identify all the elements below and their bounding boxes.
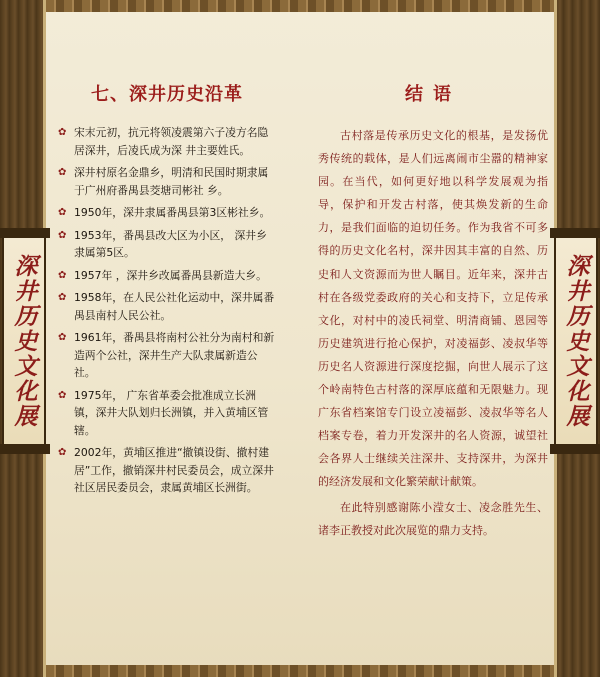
list-item	[58, 329, 276, 382]
list-item	[58, 164, 276, 199]
flower-bullet-icon: ✿	[58, 269, 67, 281]
flower-bullet-icon: ✿	[58, 447, 67, 458]
list-item	[58, 289, 276, 324]
history-title: 七、深井历史沿革	[91, 84, 243, 105]
right-banner-title: 深井历史文化展	[562, 253, 590, 429]
list-item	[58, 267, 276, 285]
history-item-text: 宋末元初，抗元将领凌震第六子凌方名隐居深井，后凌氏成为深 井主要姓氏。	[74, 126, 269, 157]
history-item-text: 2002年，黄埔区推进“撤镇设街、撤村建居”工作，撤销深井村民委员会，成立深井社区居民委员会，隶属黄埔区长洲街。	[74, 446, 274, 494]
flower-bullet-icon: ✿	[58, 389, 67, 401]
history-item-text: 1961年，番禺县将南村公社分为南村和新造两个公社，深井生产大队隶属新造公社。	[74, 331, 275, 379]
history-item-text: 深井村原名金鼎乡，明清和民国时期隶属于广州府番禺县茭塘司彬社 乡。	[74, 166, 269, 197]
conclusion-title: 结语	[405, 84, 461, 105]
flower-bullet-icon: ✿	[58, 127, 67, 138]
top-pattern-band	[46, 0, 554, 12]
left-banner-title: 深井历史文化展	[10, 253, 38, 429]
list-item	[58, 204, 276, 222]
list-item	[58, 387, 276, 440]
flower-bullet-icon: ✿	[58, 229, 67, 241]
history-item-text: 1958年，在人民公社化运动中，深井属番禺县南村人民公社。	[74, 291, 275, 322]
right-exhibition-banner	[554, 236, 598, 446]
left-exhibition-banner	[2, 236, 46, 446]
flower-bullet-icon: ✿	[58, 207, 67, 218]
history-item-text: 1957年 ，深井乡改属番禺县新造大乡。	[74, 268, 267, 282]
bottom-pattern-band	[46, 665, 554, 677]
list-item	[58, 124, 276, 159]
flower-bullet-icon: ✿	[58, 292, 67, 303]
history-item-text: 1953年，番禺县改大区为小区， 深井乡隶属第5区。	[74, 228, 267, 259]
history-section	[58, 14, 276, 502]
history-item-text: 1950年，深井隶属番禺县第3区彬社乡。	[74, 206, 271, 219]
list-item	[58, 444, 276, 497]
history-list	[58, 124, 276, 497]
acknowledgement-paragraph: 在此特别感谢陈小滢女士、凌念胜先生、诸李正教授对此次展览的鼎力支持。	[318, 500, 548, 537]
conclusion-paragraph: 古村落是传承历史文化的根基，是发扬优秀传统的载体，是人们远离闹市尘嚣的精神家园。在当代，如何更好地以科学发展观为指导，保护和开发古村落，使其焕发新的生命力，是我们面临的迫切任务。作为我省不可多得的历史文化名村，深井因其丰富的自然、历史和人文资源而为世人瞩目。近年来，深井古村在各级党委政府的关心和支持下，立足传承文化，对村中的凌氏祠堂、明清商铺、恩园等历史建筑进行抢心保护，对凌福彭、凌叔华等历史名人资源进行深度挖掘，向世人展示了这个岭南特色古村落的深厚底蕴和无限魅力。现广东省档案馆专门设立凌福彭、凌叔华等名人档案专卷，着力开发深井的名人资源，诚望社会各界人士继续关注深井、支持深井，为深井的经济发展和文化繁荣献计献策。	[318, 129, 548, 489]
flower-bullet-icon: ✿	[58, 332, 67, 343]
list-item	[58, 227, 276, 262]
flower-bullet-icon: ✿	[58, 167, 67, 178]
history-item-text: 1975年， 广东省革委会批准成立长洲镇，深井大队划归长洲镇，并入黄埔区管辖。	[74, 388, 269, 437]
conclusion-section	[318, 14, 548, 542]
